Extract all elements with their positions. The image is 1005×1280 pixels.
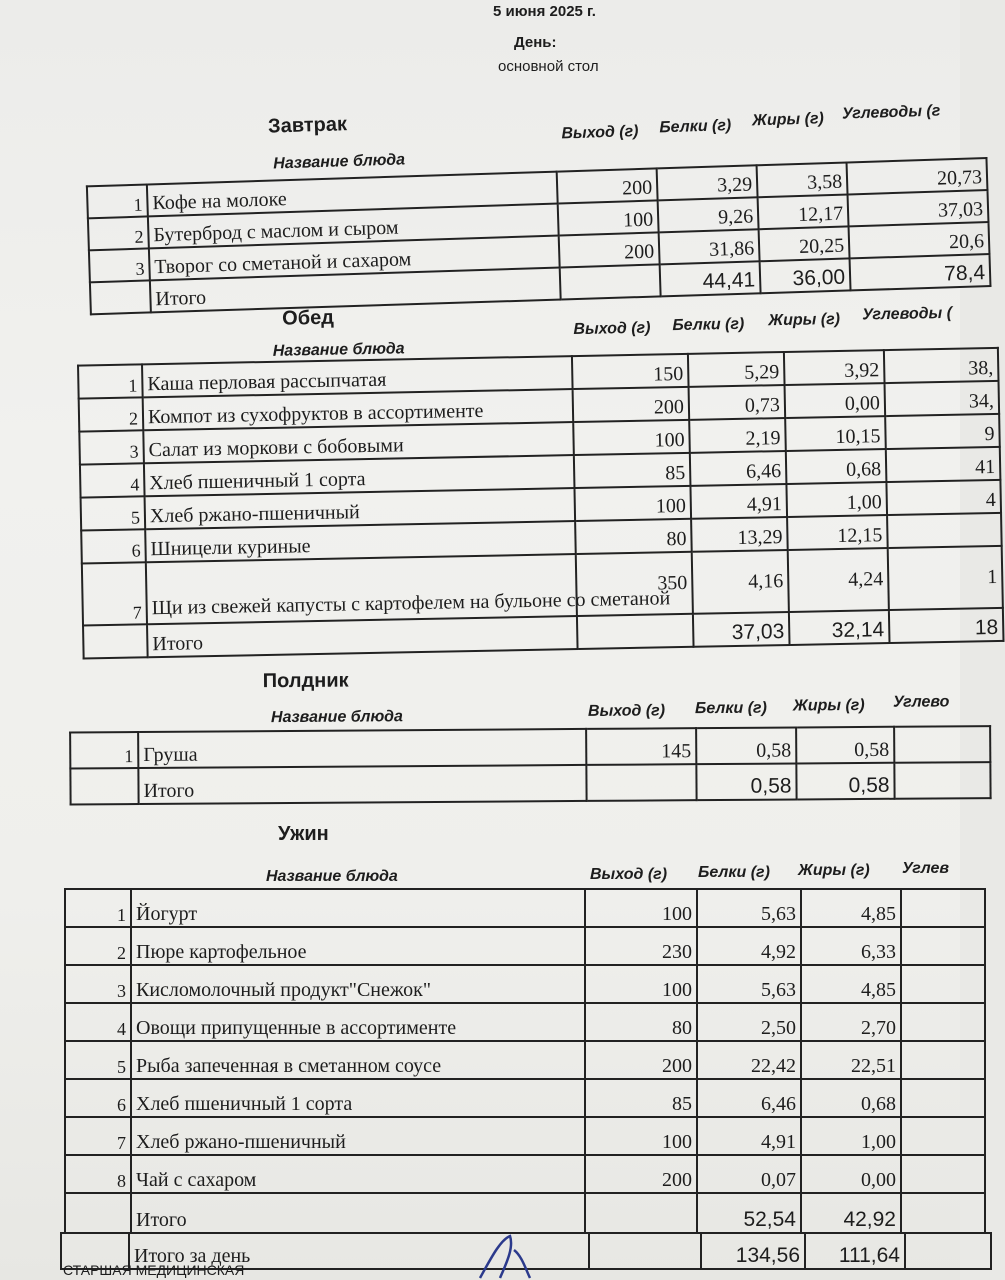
- blank-cell: [901, 965, 985, 1003]
- row-number: 1: [87, 184, 148, 218]
- dish-fat: 0,00: [801, 1155, 901, 1193]
- day-total-label: Итого за день: [129, 1233, 589, 1269]
- dish-output: 200: [559, 232, 660, 267]
- table-row: [65, 889, 985, 927]
- total-row: [65, 1193, 985, 1233]
- dinner-col-name: Название блюда: [266, 868, 398, 885]
- total-label: Итого: [147, 616, 578, 657]
- dish-fat: 4,85: [801, 965, 901, 1003]
- total-carbs: 78,4: [850, 254, 991, 290]
- blank-cell: [585, 1193, 697, 1233]
- dish-protein: 0,58: [696, 727, 796, 764]
- dish-fat: 2,70: [801, 1003, 901, 1041]
- dish-name: Чай с сахаром: [131, 1155, 585, 1193]
- dish-protein: 0,73: [689, 385, 786, 420]
- dish-name: Каша перловая рассыпчатая: [142, 356, 573, 397]
- dish-name: Шницели куриные: [145, 521, 576, 562]
- dish-output: 230: [585, 927, 697, 965]
- lunch-col-output: Выход (г): [573, 319, 651, 339]
- row-number: 2: [65, 927, 131, 965]
- dish-protein: 31,86: [659, 229, 760, 264]
- lunch-col-carbs: Углеводы (: [862, 304, 953, 324]
- total-label: Итого: [138, 765, 586, 804]
- row-number: 3: [89, 248, 150, 282]
- dish-output: 200: [557, 168, 658, 203]
- row-number: 5: [81, 496, 146, 530]
- dish-output: 100: [585, 889, 697, 927]
- dinner-col-fat: Жиры (г): [798, 862, 870, 879]
- dish-protein: 5,29: [688, 352, 785, 387]
- lunch-col-fat: Жиры (г): [768, 310, 841, 330]
- dish-name: Овощи припущенные в ассортименте: [131, 1003, 585, 1041]
- dish-name: Груша: [138, 729, 586, 768]
- dish-fat: 1,00: [801, 1117, 901, 1155]
- dish-name: Йогурт: [131, 889, 585, 927]
- blank-cell: [901, 1193, 985, 1233]
- blank-cell: [901, 1079, 985, 1117]
- table-type: основной стол: [498, 58, 599, 75]
- dish-name: Рыба запеченная в сметанном соусе: [131, 1041, 585, 1079]
- dish-name: Хлеб ржано-пшеничный: [131, 1117, 585, 1155]
- day-total-protein: 134,56: [701, 1233, 805, 1269]
- total-fat: 32,14: [789, 610, 890, 645]
- dish-carbs: 1: [888, 546, 1003, 610]
- dish-name: Пюре картофельное: [131, 927, 585, 965]
- lunch-title: Обед: [281, 306, 335, 330]
- total-protein: 37,03: [693, 612, 790, 647]
- dish-output: 100: [573, 420, 690, 455]
- row-number: 3: [79, 430, 144, 464]
- dish-fat: 0,00: [785, 383, 886, 418]
- table-row: [65, 1003, 985, 1041]
- table-row: [65, 965, 985, 1003]
- row-number: 2: [79, 397, 144, 431]
- dish-output: 145: [586, 728, 696, 765]
- dish-name: Кофе на молоке: [147, 172, 558, 217]
- dish-carbs: 38,: [884, 348, 999, 383]
- dish-protein: 4,16: [692, 550, 789, 614]
- dish-fat: 4,85: [801, 889, 901, 927]
- breakfast-col-carbs: Углеводы (г: [841, 102, 941, 123]
- table-row: [65, 1155, 985, 1193]
- breakfast-col-output: Выход (г): [561, 123, 639, 143]
- blank-cell: [65, 1193, 131, 1233]
- total-label: Итого: [150, 268, 561, 313]
- day-label: День:: [514, 34, 557, 51]
- dish-output: 200: [573, 387, 690, 422]
- dish-protein: 6,46: [697, 1079, 801, 1117]
- dish-fat: 12,17: [758, 194, 849, 229]
- table-row: [65, 1079, 985, 1117]
- snack-col-output: Выход (г): [587, 702, 666, 720]
- dish-protein: 5,63: [697, 965, 801, 1003]
- day-total-fat: 111,64: [805, 1233, 905, 1269]
- lunch-col-name: Название блюда: [272, 340, 405, 360]
- row-number: 1: [70, 732, 138, 768]
- row-number: 3: [65, 965, 131, 1003]
- row-number: 4: [65, 1003, 131, 1041]
- dish-protein: 5,63: [697, 889, 801, 927]
- total-protein: 52,54: [697, 1193, 801, 1233]
- snack-col-fat: Жиры (г): [792, 696, 865, 715]
- lunch-col-protein: Белки (г): [672, 315, 745, 335]
- dish-protein: 2,19: [689, 418, 786, 453]
- menu-date: 5 июня 2025 г.: [493, 3, 596, 20]
- dish-output: 200: [585, 1041, 697, 1079]
- total-fat: 42,92: [801, 1193, 901, 1233]
- dish-output: 350: [576, 552, 693, 616]
- breakfast-col-fat: Жиры (г): [751, 110, 825, 130]
- blank-cell: [901, 1155, 985, 1193]
- dish-name: Хлеб пшеничный 1 сорта: [144, 455, 575, 496]
- dish-carbs: 34,: [885, 381, 1000, 416]
- dish-carbs: 9: [885, 414, 1000, 449]
- dish-output: 100: [585, 965, 697, 1003]
- table-row: [65, 1117, 985, 1155]
- snack-col-carbs: Углево: [892, 693, 950, 711]
- dish-fat: 0,68: [786, 449, 887, 484]
- snack-title: Полдник: [262, 669, 349, 693]
- dinner-col-protein: Белки (г): [698, 864, 770, 881]
- dish-output: 80: [575, 519, 692, 554]
- row-number: 1: [78, 364, 143, 398]
- dish-name: Кисломолочный продукт"Снежок": [131, 965, 585, 1003]
- dish-carbs: 41: [886, 447, 1001, 482]
- dish-name: Салат из моркови с бобовыми: [143, 422, 574, 463]
- row-number: 8: [65, 1155, 131, 1193]
- dish-fat: 6,33: [801, 927, 901, 965]
- dish-fat: 3,92: [784, 350, 885, 385]
- dish-fat: 0,58: [796, 727, 894, 764]
- blank-cell: [901, 1041, 985, 1079]
- row-number: 7: [65, 1117, 131, 1155]
- dish-carbs: 37,03: [848, 190, 989, 226]
- dish-fat: 3,58: [757, 162, 848, 197]
- dish-protein: 3,29: [657, 165, 758, 200]
- dish-protein: 13,29: [691, 517, 788, 552]
- dish-output: 100: [574, 486, 691, 521]
- dinner-title: Ужин: [278, 823, 329, 845]
- breakfast-col-name: Название блюда: [273, 151, 406, 173]
- dinner-col-output: Выход (г): [590, 866, 668, 883]
- dish-output: 100: [558, 200, 659, 235]
- blank-cell: [905, 1233, 991, 1269]
- dish-fat: 12,15: [787, 515, 888, 550]
- total-fat: 36,00: [760, 258, 851, 293]
- row-number: 2: [88, 216, 149, 250]
- dish-protein: 0,07: [697, 1155, 801, 1193]
- breakfast-title: Завтрак: [267, 113, 348, 138]
- dish-output: 80: [585, 1003, 697, 1041]
- dish-name: Бутерброд с маслом и сыром: [148, 204, 559, 249]
- row-number: 4: [80, 463, 145, 497]
- dish-carbs: 20,6: [849, 222, 990, 258]
- row-number: 7: [82, 562, 147, 625]
- signature-mark: [470, 1230, 550, 1280]
- dinner-col-carbs: Углев: [902, 860, 950, 877]
- snack-col-name: Название блюда: [270, 708, 403, 727]
- total-carbs: 18: [889, 608, 1004, 643]
- total-protein: 44,41: [660, 261, 761, 296]
- blank-cell: [901, 1117, 985, 1155]
- row-number: 6: [81, 529, 146, 563]
- dish-output: 100: [585, 1117, 697, 1155]
- footer-signatory-label: СТАРШАЯ МЕДИЦИНСКАЯ: [63, 1262, 245, 1278]
- table-row: [65, 927, 985, 965]
- row-number: 5: [65, 1041, 131, 1079]
- dish-protein: 6,46: [690, 451, 787, 486]
- dish-output: 200: [585, 1155, 697, 1193]
- dish-protein: 4,91: [690, 484, 787, 519]
- dish-fat: 1,00: [786, 482, 887, 517]
- dish-fat: 22,51: [801, 1041, 901, 1079]
- total-fat: 0,58: [796, 763, 894, 800]
- dish-protein: 22,42: [697, 1041, 801, 1079]
- blank-cell: [589, 1233, 701, 1269]
- blank-cell: [901, 1003, 985, 1041]
- dish-carbs: 20,73: [847, 158, 988, 194]
- snack-col-protein: Белки (г): [694, 699, 767, 718]
- total-protein: 0,58: [696, 763, 796, 800]
- row-number: 6: [65, 1079, 131, 1117]
- row-number: 1: [65, 889, 131, 927]
- dish-fat: 20,25: [759, 226, 850, 261]
- dish-fat: 0,68: [801, 1079, 901, 1117]
- dish-protein: 2,50: [697, 1003, 801, 1041]
- dish-output: 85: [585, 1079, 697, 1117]
- dish-fat: 10,15: [785, 416, 886, 451]
- dish-fat: 4,24: [788, 548, 889, 612]
- dish-name: Творог со сметаной и сахаром: [149, 236, 560, 281]
- table-row: [65, 1041, 985, 1079]
- dish-name: Компот из сухофруктов в ассортименте: [143, 389, 574, 430]
- dish-name: Хлеб ржано-пшеничный: [145, 488, 576, 529]
- dish-protein: 4,91: [697, 1117, 801, 1155]
- dinner-table: [64, 888, 986, 1234]
- dish-output: 150: [572, 354, 689, 389]
- dish-protein: 9,26: [658, 197, 759, 232]
- blank-cell: [901, 927, 985, 965]
- blank-cell: [901, 889, 985, 927]
- dish-output: 85: [574, 453, 691, 488]
- dish-carbs: 4: [886, 480, 1001, 515]
- breakfast-col-protein: Белки (г): [659, 117, 732, 137]
- total-label: Итого: [131, 1193, 585, 1233]
- dish-protein: 4,92: [697, 927, 801, 965]
- dish-name: Щи из свежей капусты с картофелем на бульоне со сметаной: [146, 554, 577, 624]
- dish-name: Хлеб пшеничный 1 сорта: [131, 1079, 585, 1117]
